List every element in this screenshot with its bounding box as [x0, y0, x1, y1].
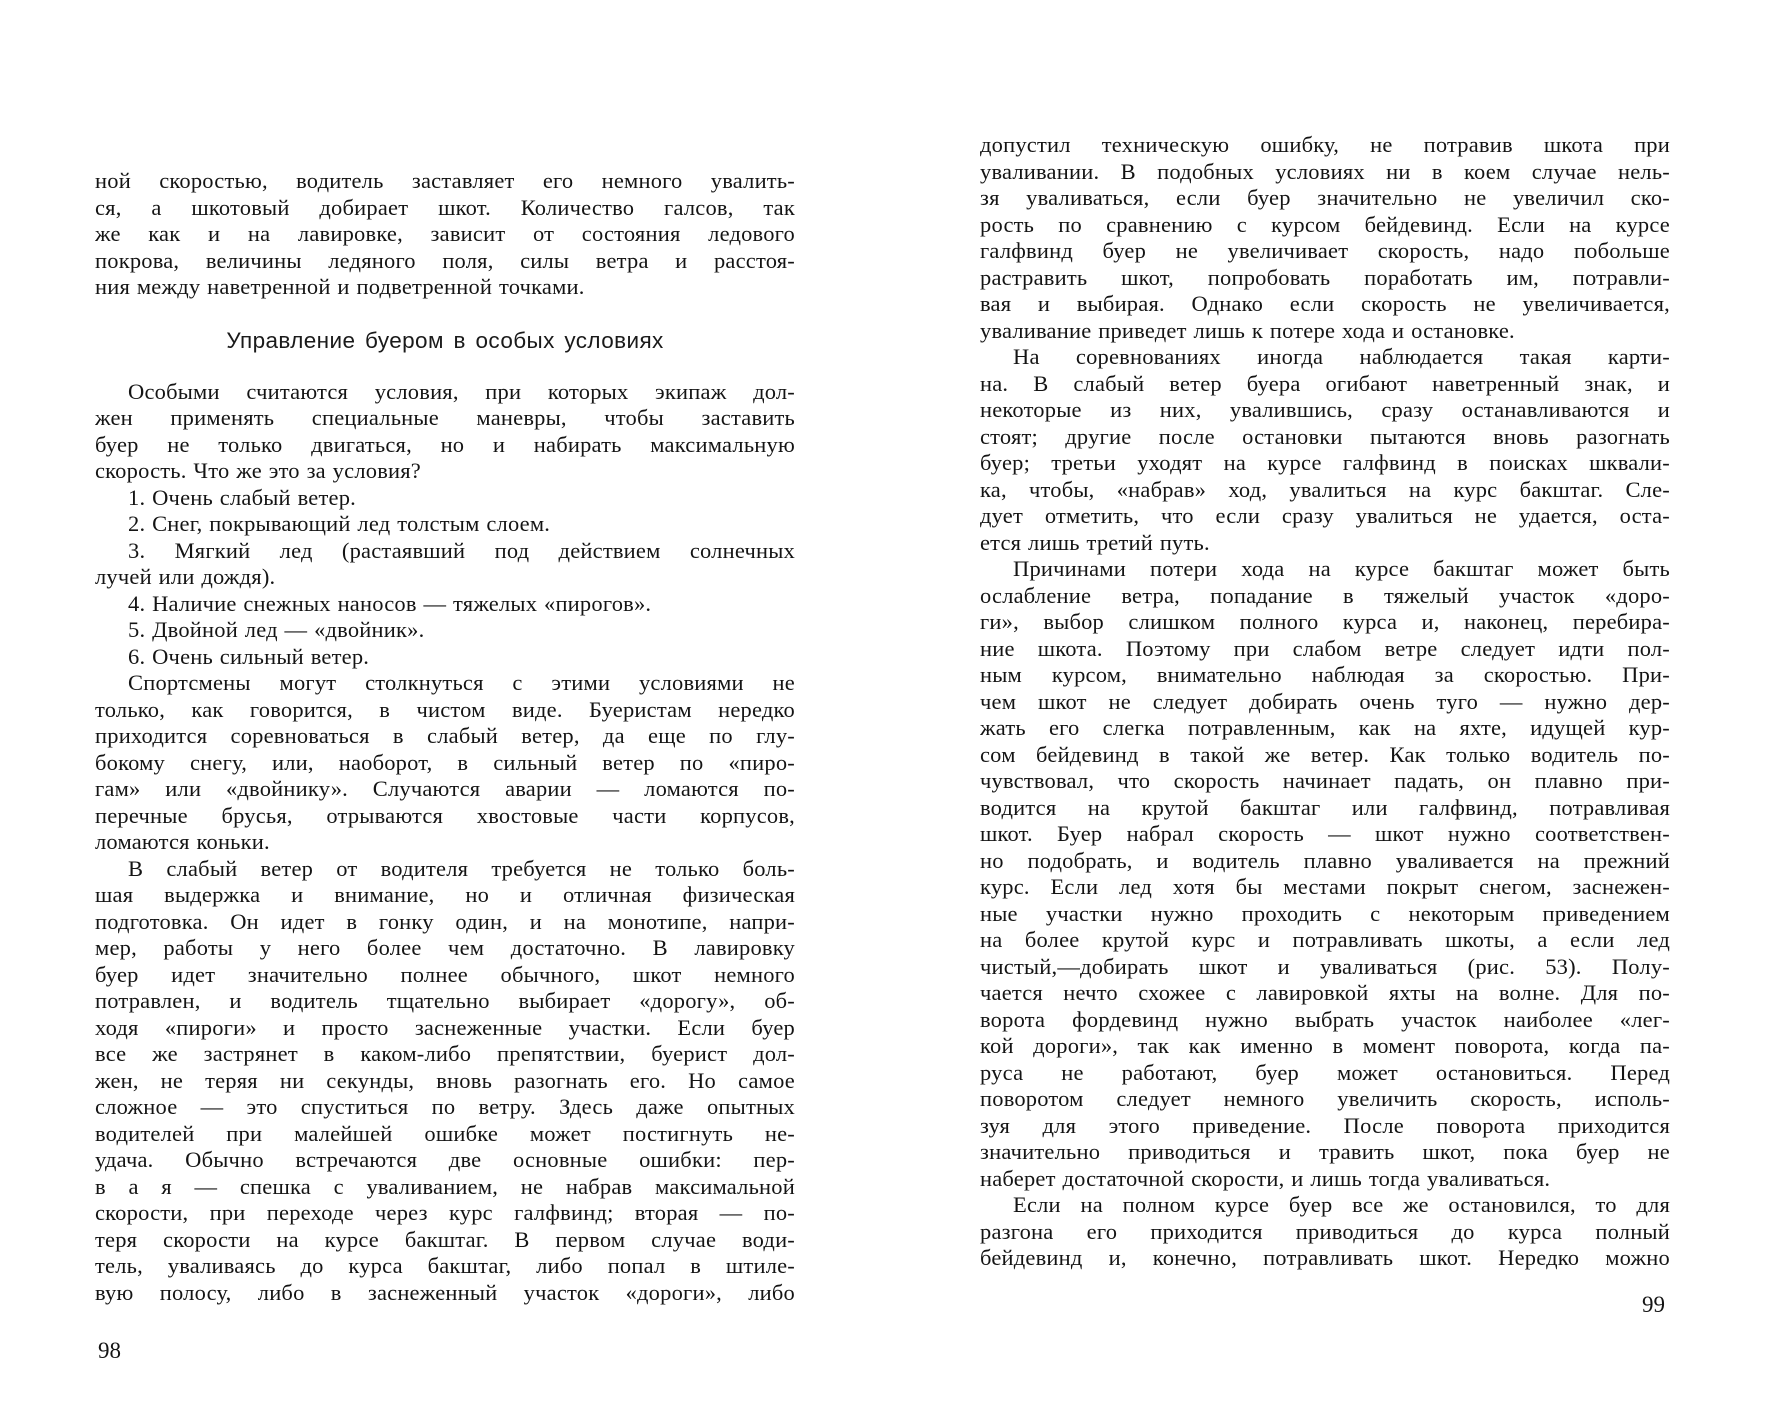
text-line: скорость. Что же это за условия?: [95, 458, 421, 483]
text-line: удача. Обычно встречаются две основные ошибки: пер-: [95, 1147, 795, 1172]
text-line: 5. Двойной лед — «двойник».: [128, 617, 425, 642]
text-line: ния между наветренной и подветренной точками.: [95, 274, 585, 299]
text-line: ослабление ветра, попадание в тяжелый участок «доро-: [980, 582, 1670, 608]
text-line: лучей или дождя).: [95, 564, 276, 589]
text-line: 6. Очень сильный ветер.: [128, 643, 370, 669]
text-line: потравлен, и водитель тщательно выбирает «дорогу», об-: [95, 988, 795, 1013]
text-line: курс. Если лед хотя бы местами покрыт снегом, заснежен-: [980, 874, 1670, 899]
text-line: на более крутой курс и потравливать шкоты, а если лед: [980, 927, 1670, 952]
text-line: стоят; другие после остановки пытаются вновь разогнать: [980, 423, 1670, 449]
text-line: ка, чтобы, «набрав» ход, увалиться на курс бакштаг. Сле-: [980, 476, 1670, 502]
text-line: дует отметить, что если сразу увалиться не удается, оста-: [980, 503, 1670, 528]
page-right-text-column: [980, 132, 1670, 1272]
text-line: буер; третьи уходят на курсе галфвинд в поисках шквали-: [980, 450, 1670, 475]
text-line: жен применять специальные маневры, чтобы заставить: [95, 405, 795, 430]
text-line: ной скоростью, водитель заставляет его немного увалить-: [95, 168, 795, 193]
text-line: допустил техническую ошибку, не потравив шкота при: [980, 132, 1670, 157]
text-line: тель, уваливаясь до курса бакштаг, либо попал в штиле-: [95, 1253, 795, 1278]
text-line: покрова, величины ледяного поля, силы ветра и расстоя-: [95, 247, 795, 273]
text-line: но подобрать, и водитель плавно уваливается на прежний: [980, 847, 1670, 873]
text-line: подготовка. Он идет в гонку один, и на монотипе, напри-: [95, 908, 795, 934]
text-line: 4. Наличие снежных наносов — тяжелых «пирогов».: [128, 590, 652, 616]
text-line: ходя «пироги» и просто заснеженные участки. Если буер: [95, 1014, 795, 1040]
text-line: поворотом следует немного увеличить скорость, исполь-: [980, 1086, 1670, 1111]
text-line: 2. Снег, покрывающий лед толстым слоем.: [128, 511, 551, 536]
text-line: зя уваливаться, если буер значительно не увеличил ско-: [980, 185, 1670, 210]
text-line: буер идет значительно полнее обычного, шкот немного: [95, 961, 795, 987]
text-line: 3. Мягкий лед (растаявший под действием солнечных: [128, 537, 795, 563]
text-line: буер не только двигаться, но и набирать максимальную: [95, 431, 795, 457]
text-line: ные участки нужно проходить с некоторым приведением: [980, 900, 1670, 926]
text-line: галфвинд буер не увеличивает скорость, надо побольше: [980, 238, 1670, 263]
text-line: Особыми считаются условия, при которых экипаж дол-: [128, 378, 795, 404]
text-line: уваливании. В подобных условиях ни в коем случае нель-: [980, 158, 1670, 184]
text-line: ги», выбор слишком полного курса и, наконец, перебира-: [980, 609, 1670, 634]
text-line: жать его слегка потравленным, как на яхте, идущей кур-: [980, 715, 1670, 740]
text-line: сложное — это спуститься по ветру. Здесь даже опытных: [95, 1094, 795, 1119]
text-line: жен, не теряя ни секунды, вновь разогнать его. Но самое: [95, 1067, 795, 1093]
text-line: Причинами потери хода на курсе бакштаг может быть: [1013, 556, 1670, 581]
page-left-text-column: [95, 168, 795, 1306]
text-line: наберет достаточной скорости, и лишь тогда уваливаться.: [980, 1165, 1551, 1191]
page-number-right: 99: [1642, 1292, 1665, 1317]
text-line: вую полосу, либо в заснеженный участок «дороги», либо: [95, 1279, 795, 1305]
text-line: ся, а шкотовый добирает шкот. Количество галсов, так: [95, 194, 795, 220]
text-line: некоторые из них, увалившись, сразу останавливаются и: [980, 397, 1670, 422]
text-line: кой дороги», так как именно в момент поворота, когда па-: [980, 1033, 1670, 1058]
text-line: чувствовал, что скорость начинает падать, он плавно при-: [980, 768, 1670, 793]
text-line: зуя для этого приведение. После поворота приходится: [980, 1112, 1670, 1138]
text-line: рость по сравнению с курсом бейдевинд. Если на курсе: [980, 211, 1670, 237]
text-line: В слабый ветер от водителя требуется не только боль-: [128, 855, 795, 881]
text-line: ным курсом, внимательно наблюдая за скоростью. При-: [980, 662, 1670, 687]
text-line: водится на крутой бакштаг или галфвинд, потравливая: [980, 794, 1670, 820]
text-line: ется лишь третий путь.: [980, 529, 1210, 555]
text-line: мер, работы у него более чем достаточно. В лавировку: [95, 935, 795, 960]
text-line: 1. Очень слабый ветер.: [128, 484, 356, 510]
text-line: растравить шкот, попробовать поработать им, потравли-: [980, 264, 1670, 290]
text-line: ворота фордевинд нужно выбрать участок наиболее «лег-: [980, 1006, 1670, 1032]
page-number-left: 98: [98, 1338, 121, 1363]
text-line: скорости, при переходе через курс галфвинд; вторая — по-: [95, 1200, 795, 1225]
text-line: же как и на лавировке, зависит от состояния ледового: [95, 221, 795, 246]
text-line: гам» или «двойнику». Случаются аварии — ломаются по-: [95, 776, 795, 801]
text-line: Спортсмены могут столкнуться с этими условиями не: [128, 670, 795, 695]
text-line: перечные брусья, отрываются хвостовые части корпусов,: [95, 802, 795, 828]
text-line: только, как говорится, в чистом виде. Буеристам нередко: [95, 696, 795, 722]
text-line: На соревнованиях иногда наблюдается такая карти-: [1013, 344, 1670, 369]
text-line: бокому снегу, или, наоборот, в сильный ветер по «пиро-: [95, 749, 795, 775]
text-line: шая выдержка и внимание, но и отличная физическая: [95, 882, 795, 907]
text-line: на. В слабый ветер буера огибают наветренный знак, и: [980, 370, 1670, 396]
text-line: ние шкота. Поэтому при слабом ветре следует идти пол-: [980, 635, 1670, 661]
text-line: бейдевинд и, конечно, потравливать шкот. Нередко можно: [980, 1245, 1670, 1270]
text-line: в а я — спешка с уваливанием, не набрав максимальной: [95, 1173, 795, 1199]
text-line: чается нечто схожее с лавировкой яхты на волне. Для по-: [980, 980, 1670, 1005]
text-line: разгона его приходится приводиться до курса полный: [980, 1218, 1670, 1244]
text-line: чистый,—добирать шкот и уваливаться (рис. 53). Полу-: [980, 953, 1670, 979]
text-line: уваливание приведет лишь к потере хода и остановке.: [980, 317, 1515, 343]
text-line: руса не работают, буер может остановиться. Перед: [980, 1059, 1670, 1085]
text-line: теря скорости на курсе бакштаг. В первом случае води-: [95, 1226, 795, 1252]
text-line: шкот. Буер набрал скорость — шкот нужно соответствен-: [980, 821, 1670, 846]
text-line: все же застрянет в каком-либо препятствии, буерист дол-: [95, 1041, 795, 1066]
text-line: вая и выбирая. Однако если скорость не увеличивается,: [980, 291, 1670, 316]
section-heading: Управление буером в особых условиях: [226, 327, 664, 353]
text-line: Если на полном курсе буер все же остановился, то для: [1013, 1192, 1670, 1217]
text-line: чем шкот не следует добирать очень туго — нужно дер-: [980, 688, 1670, 714]
text-line: значительно приводиться и травить шкот, пока буер не: [980, 1139, 1670, 1164]
text-line: водителей при малейшей ошибке может постигнуть не-: [95, 1120, 795, 1146]
text-line: приходится соревноваться в слабый ветер, да еще по глу-: [95, 723, 795, 748]
text-line: сом бейдевинд в такой же ветер. Как только водитель по-: [980, 741, 1670, 767]
text-line: ломаются коньки.: [95, 829, 270, 854]
